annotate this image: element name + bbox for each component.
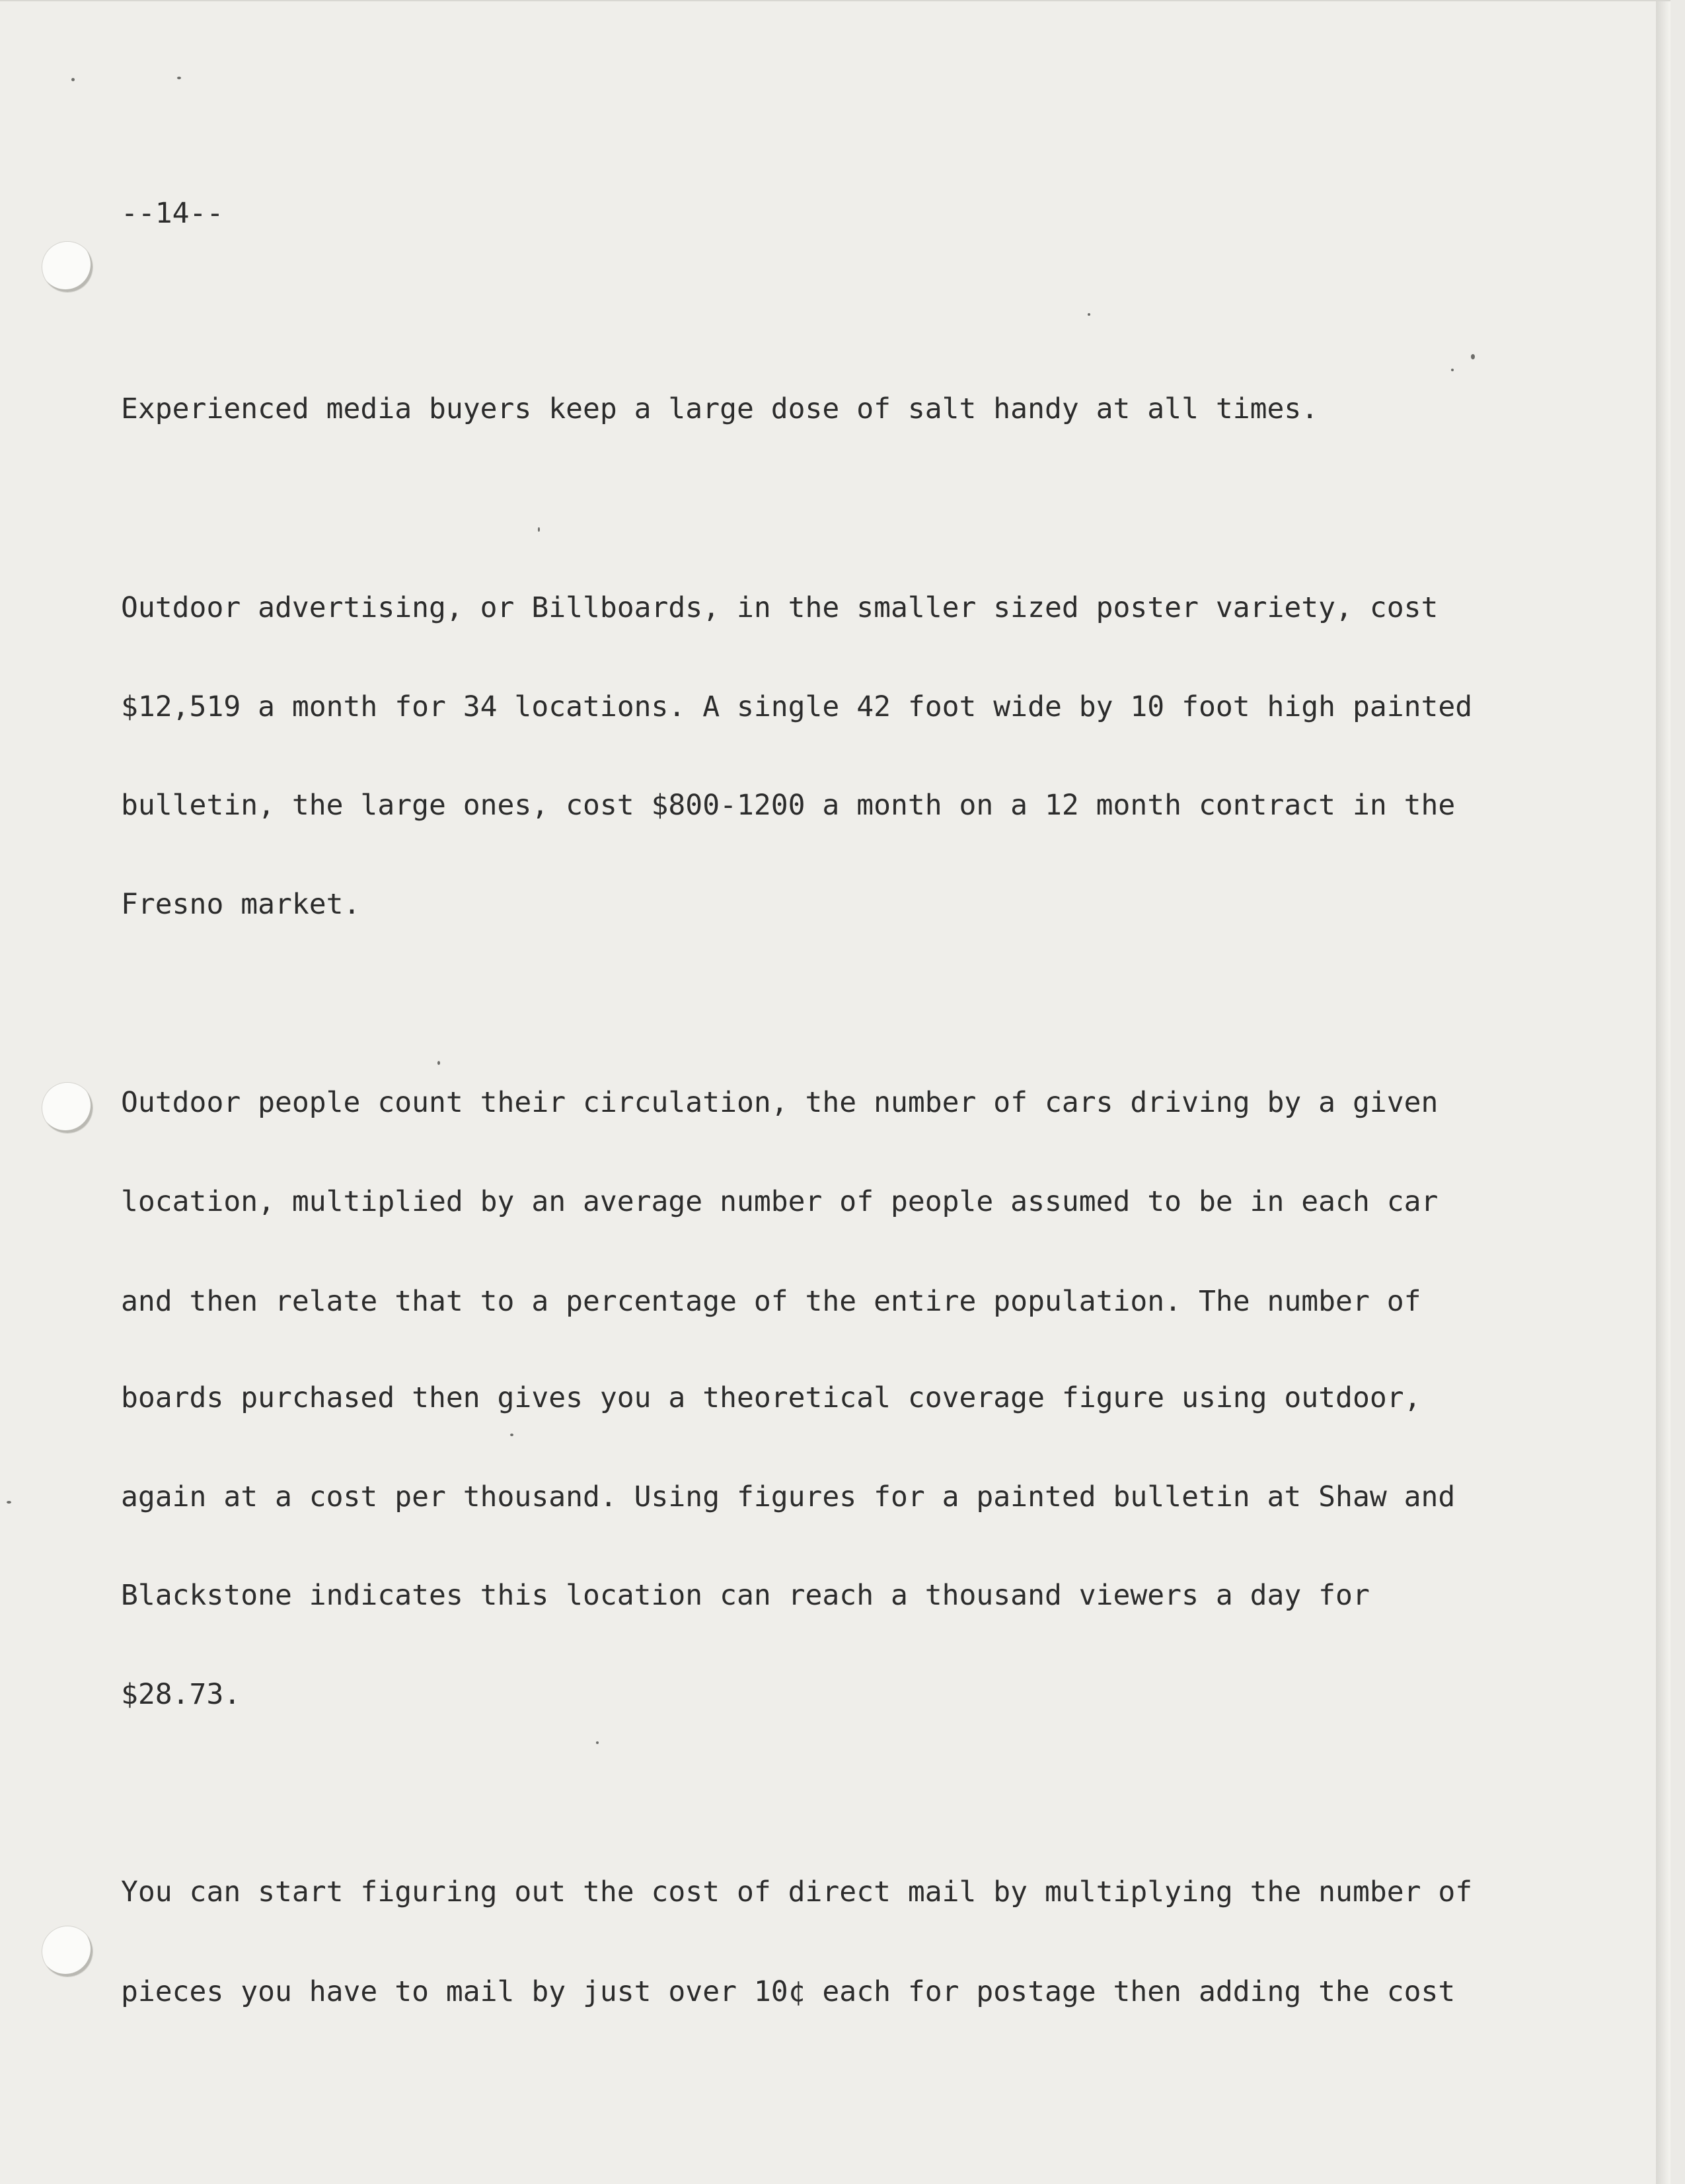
text-line: $12,519 a month for 34 locations. A single 42 foot wide by 10 foot high painted [121,690,1473,723]
text-line: bulletin, the large ones, cost $800-1200 a month on a 12 month contract in the [121,789,1456,822]
text-line: Outdoor people count their circulation, the number of cars driving by a given [121,1086,1439,1119]
punch-hole-top [42,242,93,292]
punch-hole-bottom [42,1926,93,1977]
paper-speck [596,1741,599,1744]
text-line: You can start figuring out the cost of direct mail by multiplying the number of [121,1875,1473,1909]
paper-speck [538,527,540,532]
paper-speck [1451,369,1454,371]
text-line: again at a cost per thousand. Using figures for a painted bulletin at Shaw and [121,1480,1456,1513]
text-line: $28.73. [121,1678,241,1711]
page-edge [1656,1,1670,2184]
text-line: Fresno market. [121,888,361,921]
text-line: location, multiplied by an average number of people assumed to be in each car [121,1185,1439,1218]
text-line: boards purchased then gives you a theoretical coverage figure using outdoor, [121,1381,1421,1414]
page-number: --14-- [121,197,224,230]
paper-speck [1471,354,1475,359]
paper-speck [1088,313,1090,316]
text-line: Experienced media buyers keep a large dose of salt handy at all times. [121,392,1319,425]
paper-speck [177,77,181,79]
text-line: Blackstone indicates this location can reach a thousand viewers a day for [121,1579,1370,1612]
paper-speck [7,1501,11,1504]
text-line: pieces you have to mail by just over 10¢ each for postage then adding the cost [121,1975,1456,2008]
text-line: and then relate that to a percentage of the entire population. The number of [121,1285,1421,1318]
paper-speck [437,1061,440,1065]
paper-speck [71,78,75,81]
text-line: Outdoor advertising, or Billboards, in the smaller sized poster variety, cost [121,591,1439,624]
paper-speck [510,1434,513,1436]
punch-hole-middle [42,1083,93,1133]
